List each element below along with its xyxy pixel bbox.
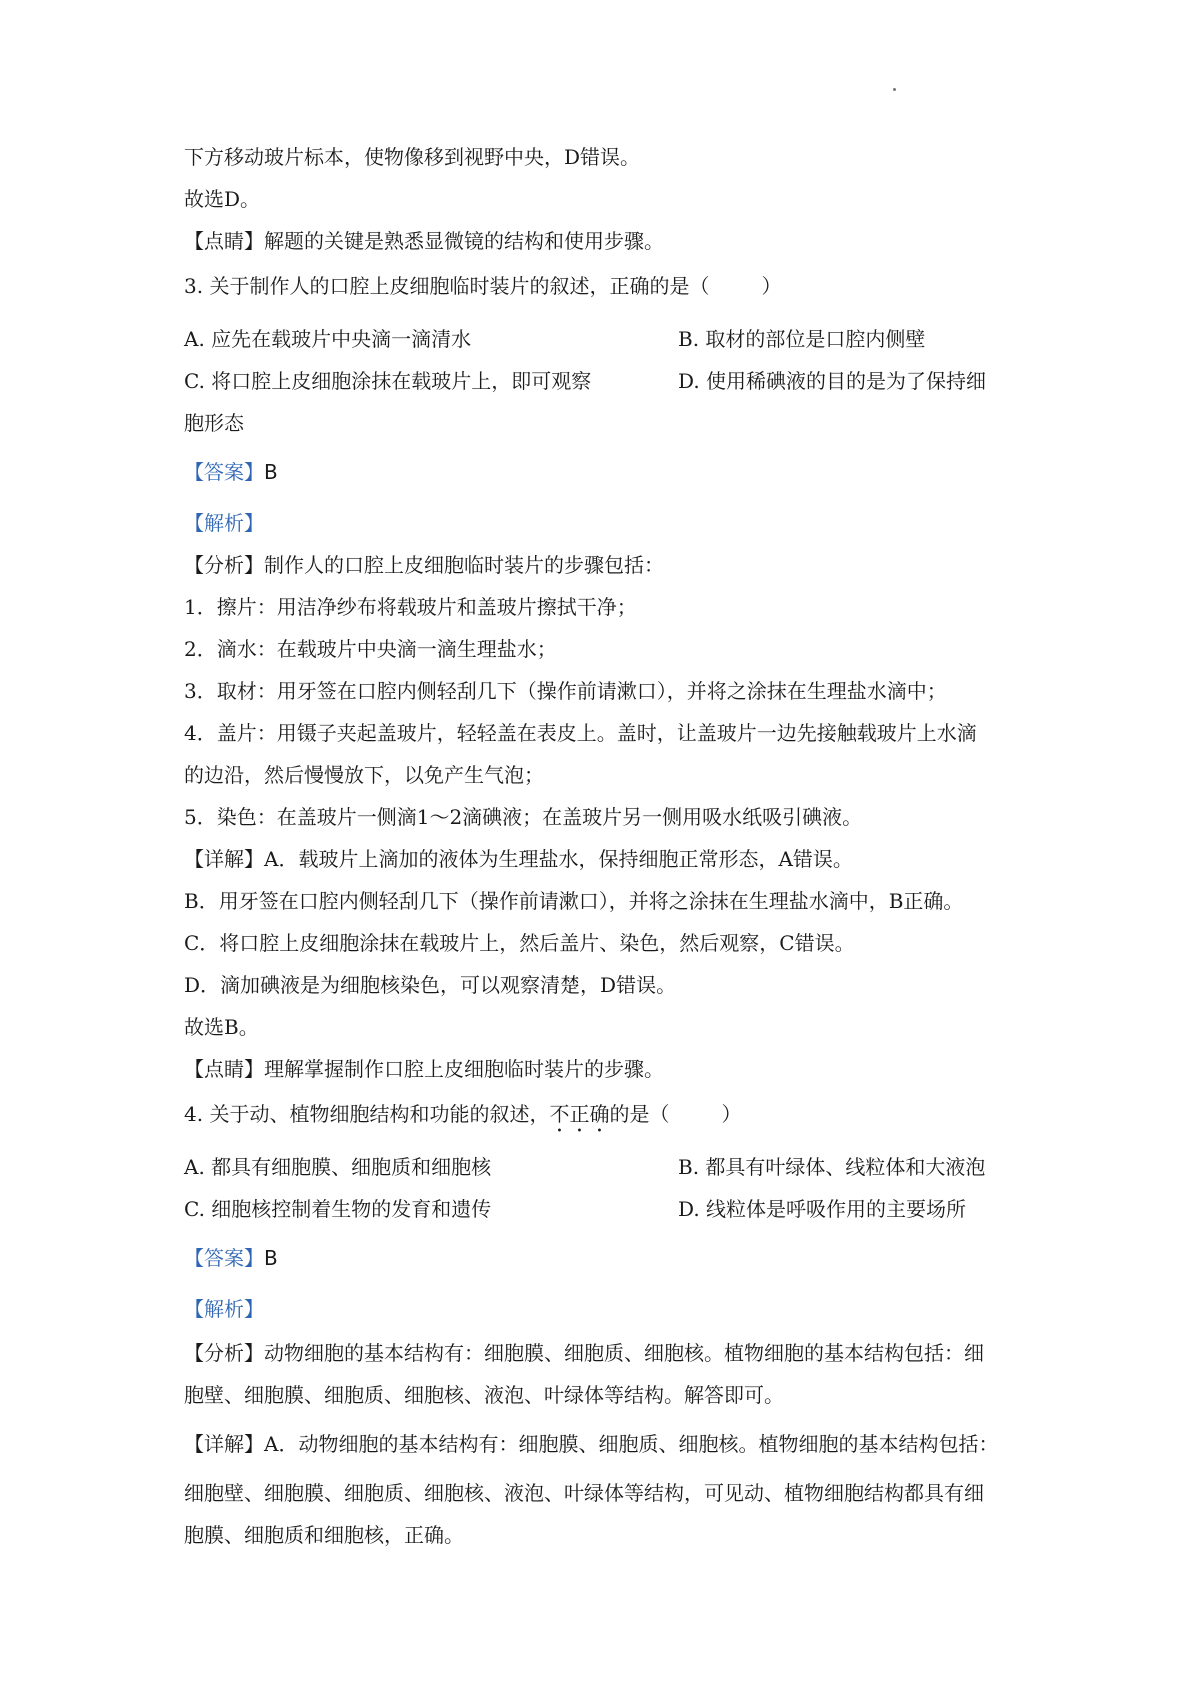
question-paren: ）: [761, 274, 782, 298]
analysis-3-tag: [184, 509, 1034, 537]
emphasis-text: 不正确: [549, 1102, 610, 1126]
analysis-tag: 【解析】: [184, 1297, 264, 1321]
detail-4-a-cont2: 胞膜、细胞质和细胞核，正确。: [184, 1523, 464, 1547]
q4-option-d: D. 线粒体是呼吸作用的主要场所: [678, 1197, 967, 1221]
page-dot: [893, 88, 896, 91]
note-3: [184, 1055, 1034, 1083]
step-1: 1．擦片：用洁净纱布将载玻片和盖玻片擦拭干净；: [184, 595, 637, 619]
detail-tag: 【详解】: [184, 847, 264, 871]
q3-option-b: B. 取材的部位是口腔内侧壁: [678, 327, 926, 351]
fenxi-text: 动物细胞的基本结构有：细胞膜、细胞质、细胞核。植物细胞的基本结构包括：细: [264, 1341, 984, 1365]
note-text: 理解掌握制作口腔上皮细胞临时装片的步骤。: [264, 1057, 664, 1081]
fenxi-4: [184, 1339, 1034, 1367]
note-text: 解题的关键是熟悉显微镜的结构和使用步骤。: [264, 229, 664, 253]
text-line: 下方移动玻片标本，使物像移到视野中央，D错误。: [184, 145, 641, 169]
note-tag: 【点睛】: [184, 229, 264, 253]
step-2: 2．滴水：在载玻片中央滴一滴生理盐水；: [184, 637, 557, 661]
question-3-stem: [184, 272, 1034, 300]
question-4-stem: [184, 1100, 1034, 1137]
question-text: 的是（: [609, 1102, 670, 1126]
text-line: 故选D。: [184, 187, 261, 211]
fenxi-4-cont: 胞壁、细胞膜、细胞质、细胞核、液泡、叶绿体等结构。解答即可。: [184, 1383, 784, 1407]
detail-3-d: D．滴加碘液是为细胞核染色，可以观察清楚，D错误。: [184, 973, 677, 997]
fenxi-tag: 【分析】: [184, 553, 264, 577]
choose-3: 故选B。: [184, 1015, 259, 1039]
q3-option-a: A. 应先在载玻片中央滴一滴清水: [184, 327, 472, 351]
detail-tag: 【详解】: [184, 1432, 264, 1456]
answer-tag: 【答案】: [184, 1246, 264, 1270]
answer-4: [184, 1244, 1034, 1272]
step-4: 4．盖片：用镊子夹起盖玻片，轻轻盖在表皮上。盖时，让盖玻片一边先接触载玻片上水滴: [184, 721, 977, 745]
detail-3-c: C．将口腔上皮细胞涂抹在载玻片上，然后盖片、染色，然后观察，C错误。: [184, 931, 855, 955]
q4-option-a: A. 都具有细胞膜、细胞质和细胞核: [184, 1155, 492, 1179]
detail-4-a-cont: 细胞壁、细胞膜、细胞质、细胞核、液泡、叶绿体等结构，可见动、植物细胞结构都具有细: [184, 1481, 984, 1505]
step-5: 5．染色：在盖玻片一侧滴1～2滴碘液；在盖玻片另一侧用吸水纸吸引碘液。: [184, 805, 863, 829]
q4-option-b: B. 都具有叶绿体、线粒体和大液泡: [678, 1155, 986, 1179]
answer-value: B: [264, 1246, 278, 1270]
q3-option-c: C. 将口腔上皮细胞涂抹在载玻片上，即可观察: [184, 369, 592, 393]
q4-option-c: C. 细胞核控制着生物的发育和遗传: [184, 1197, 492, 1221]
question-paren: ）: [721, 1102, 742, 1126]
fenxi-tag: 【分析】: [184, 1341, 264, 1365]
note-line: [184, 227, 1034, 255]
step-4-cont: 的边沿，然后慢慢放下，以免产生气泡；: [184, 763, 544, 787]
step-3: 3．取材：用牙签在口腔内侧轻刮几下（操作前请漱口），并将之涂抹在生理盐水滴中；: [184, 679, 947, 703]
q3-option-d: D. 使用稀碘液的目的是为了保持细: [678, 369, 987, 393]
fenxi-text: 制作人的口腔上皮细胞临时装片的步骤包括：: [264, 553, 664, 577]
detail-3-a: [184, 845, 1034, 873]
fenxi-3: [184, 551, 1034, 579]
answer-3: [184, 458, 1034, 486]
detail-3-b: B．用牙签在口腔内侧轻刮几下（操作前请漱口），并将之涂抹在生理盐水滴中，B正确。: [184, 889, 964, 913]
answer-tag: 【答案】: [184, 460, 264, 484]
detail-text: A．载玻片上滴加的液体为生理盐水，保持细胞正常形态，A错误。: [264, 847, 853, 871]
analysis-tag: 【解析】: [184, 511, 264, 535]
question-text: 3. 关于制作人的口腔上皮细胞临时装片的叙述，正确的是（: [184, 274, 710, 298]
note-tag: 【点睛】: [184, 1057, 264, 1081]
answer-value: B: [264, 460, 278, 484]
detail-4-a: [184, 1430, 1034, 1458]
analysis-4-tag: [184, 1295, 1034, 1323]
q3-option-d-cont: 胞形态: [184, 411, 244, 435]
detail-text: A．动物细胞的基本结构有：细胞膜、细胞质、细胞核。植物细胞的基本结构包括：: [264, 1432, 999, 1456]
question-text: 4. 关于动、植物细胞结构和功能的叙述，: [184, 1102, 550, 1126]
